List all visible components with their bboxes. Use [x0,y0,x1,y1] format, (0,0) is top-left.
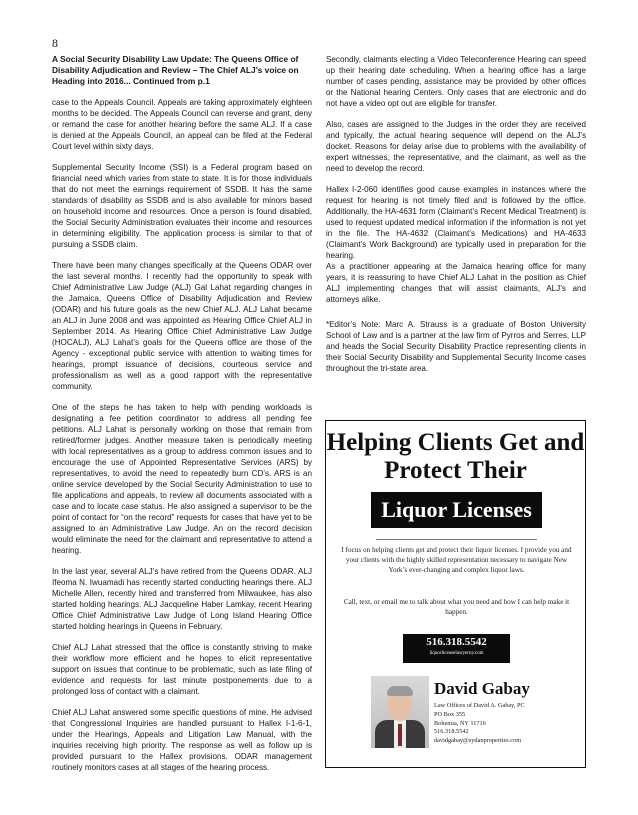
attorney-photo [371,676,429,748]
ad-website: liquorlicenselawyerny.com [429,651,484,656]
article-paragraph: case to the Appeals Council. Appeals are taking approximately eighteen months to be decided. The Appeals Council can reverse and grant, deny or remand the case for another hearing before the same ALJ. If a case is denied at the Appeals Council, an appeal can be filed at the Federal Court level within sixty days. [52,98,312,151]
liquor-license-advertisement [325,420,586,768]
article-heading: A Social Security Disability Law Update: The Queens Office of Disability Adjudication and Review – The Chief ALJ’s voice on Heading into 2016... Continued from p.1 [52,54,299,86]
article-paragraph: Chief ALJ Lahat answered some specific questions of mine. He advised that Congressional Inquiries are handled pursuant to Hallex I-1-6-1, under the Hearings, Appeals and Litigation Law Manual, with the inquiries receiving high priority. The response as well as follow up is provided pursuant to the Hallex provisions. ODAR management routinely monitors cases at all stages of the hearing process. [52,708,312,772]
article-paragraph: One of the steps he has taken to help with pending workloads is designating a fee petition coordinator to address all pending fee petitions. ALJ Lahat is personally working on those that remain from retired/former judges. Another measure taken is periodically meeting with local representatives as a group to address common issues and to encourage the use of Appointed Representative Services (ARS) by representatives, to avoid the need to repeatedly burn CD’s. ARS is an online service developed by the Social Security Administration to use to file applications and appeals, to review all documents associated with a case and to locate case status. He also assigned a supervisor to be the point of contact for “on the record” requests for cases that have yet to be assigned to an Administrative Law Judge. An on the record decision would eliminate the need for the claimant and representative to attend a hearing. [52,403,312,555]
photo-tie [398,724,402,746]
article-paragraph: Also, cases are assigned to the Judges in the order they are received and typically, the actual hearing sequence will depend on the ALJ’s docket. Reasons for delay arise due to problems with the availability of expert witnesses, the representative, and the claimant, as well as the need to develop the record. [326,120,586,173]
ad-title: Helping Clients Get and Protect Their [326,429,585,484]
contact-email: davidgabay@sydanproperties.com [434,737,522,745]
article-paragraph: Secondly, claimants electing a Video Teleconference Hearing can speed up their hearing date scheduling. When a hearing office has a large number of cases pending, assistance may be provided by other offices or the National hearing Centers. Only cases that are electronic and do not have a video opt out are eligible for transfer. [326,55,586,108]
ad-divider [376,539,537,540]
ad-banner: Liquor Licenses [371,492,542,528]
contact-line: Law Offices of David A. Gabay, PC [434,702,525,709]
contact-line: 516.318.5542 [434,728,469,736]
ad-body-text: I focus on helping clients get and protect their liquor licenses. I provide you and your clients with the highly skilled representation necessary to navigate New York’s ever-changing and complex liquor laws. [341,546,572,574]
article-right-column [326,54,586,384]
contact-line: PO Box 355 [434,710,466,718]
attorney-name: David Gabay [434,679,530,698]
page-number: 8 [52,36,58,50]
article-paragraph: Supplemental Security Income (SSI) is a Federal program based on financial need which varies from state to state. It is for those individuals that do not meet the earnings requirement of SSDB. It has the same standards of disability as SSDB and is also available for minors based on household income and resources. Once a person is found disabled, the Social Security Administration evaluates their income and resources in determining eligibility. The application process is similar to that of pursuing a SSDB claim. [52,163,312,249]
article-paragraph: In the last year, several ALJ’s have retired from the Queens ODAR. ALJ Ifeoma N. Iwuamadi has recently started conducting hearings there. ALJ Michelle Allen, recently hired and transferred from Milwaukee, has also started holding hearings. ALJ Jacqueline Haber Lamkay, recent Hearing Office Chief Administrative Law Judge of Long Island Hearing Office started holding hearings in Queens in February. [52,567,312,631]
article-paragraph: There have been many changes specifically at the Queens ODAR over the last several months. I recently had the opportunity to speak with Chief Administrative Law Judge (ALJ) Gal Lahat regarding changes in the Jamaica, Queens Office of Disability Adjudication and Review (ODAR) and his future goals as the new Chief ALJ. ALJ Lahat became an ALJ in June 2008 and was appointed as Hearing Office Chief ALJ in September 2014. As Hearing Office Chief Administrative Law Judge (HOCALJ), ALJ Lahat’s goals for the Queens office are those of the Agency - exceptional public service with attention to waiting times for hearings, prompt issuance of decisions, courteous service and professionalism as well as a good rapport with the representative community. [52,261,312,391]
ad-call-to-action: Call, text, or email me to talk about what you need and how I can help make it happen. [343,598,570,616]
ad-phone-number: 516.318.5542 [426,636,487,648]
ad-phone-box [403,634,510,663]
attorney-contact-info [434,702,525,746]
article-paragraph: Hallex I-2-060 identifies good cause examples in instances where the request for hearing is not timely filed and is followed by the office. Additionally, the HA-4631 form (Claimant’s Recent Medical Treatment) is used to request updated medical information if the information is not yet in the file. The HA-4632 (Claimant’s Medications) and HA-4633 (Claimant’s Work Background) are typically used in preparation for the hearing. As a practitioner appearing at the Jamaica hearing office for many years, it is reassuring to have Chief ALJ Lahat in the position as Chief ALJ implementing changes that will assist claimants, ALJ’s and attorneys alike. [326,185,586,304]
photo-hair [387,686,413,696]
article-left-column [52,54,312,783]
contact-line: Bohemia, NY 11716 [434,719,486,727]
editor-note: *Editor’s Note: Marc A. Strauss is a graduate of Boston University School of Law and is a partner at the law firm of Pyrros and Serres, LLP and heads the Social Security Disability Practice representing clients in their Social Security Disability and Supplemental Security Income cases throughout the tri-state area. [326,320,586,373]
article-paragraph: Chief ALJ Lahat stressed that the office is constantly striving to make their workflow more efficient and he hopes to elicit representative support on issues that continue to be problematic, such as late filing of evidence and requests for last minute postponements due to a prolonged loss of contact with a claimant. [52,643,312,696]
